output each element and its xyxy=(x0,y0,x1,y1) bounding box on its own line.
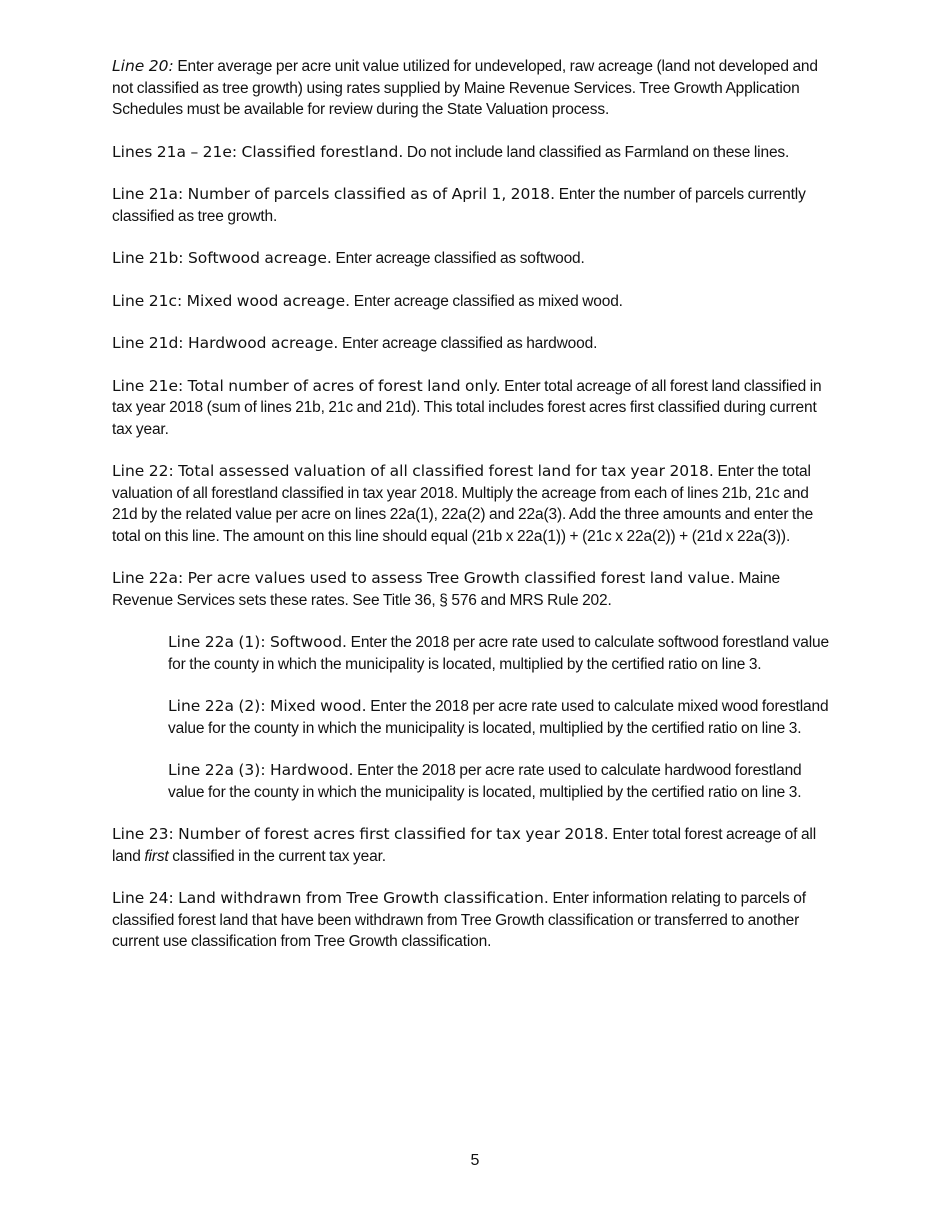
paragraph-line-22 xyxy=(112,461,834,547)
paragraph-heading: Lines 21a – 21e: Classified forestland. xyxy=(112,142,404,161)
paragraph-line-21b xyxy=(112,248,834,270)
paragraph-heading: Line 24: Land withdrawn from Tree Growth classification. xyxy=(112,889,549,907)
paragraph-line-20 xyxy=(112,56,834,121)
paragraph-text: Enter the total valuation of all forestland classified in tax year 2018. Multiply the acreage from each of lines 21b, 21c and 21d by the related value per acre on lines 22a(1), 22a(2) and 22a(3). Add the three amounts and enter the total on this line. The amount on this line should equal (21b x 22a(1)) + (21c x 22a(2)) + (21d x 22a(3)). xyxy=(112,463,814,545)
paragraph-text: classified in the current tax year. xyxy=(168,847,386,865)
paragraph-heading: Line 22a (3): Hardwood. xyxy=(168,761,354,779)
paragraph-heading: Line 21c: Mixed wood acreage. xyxy=(112,291,351,310)
document-page xyxy=(112,56,834,974)
paragraph-heading: Line 23: Number of forest acres first classified for tax year 2018. xyxy=(112,825,609,843)
paragraph-line-21a xyxy=(112,184,834,227)
paragraph-text: Enter the 2018 per acre rate used to calculate softwood forestland value for the county in which the municipality is located, multiplied by the certified ratio on line 3. xyxy=(168,634,829,673)
emphasis-text: first xyxy=(144,847,169,865)
paragraph-line-22a xyxy=(112,568,834,611)
paragraph-text: Enter acreage classified as hardwood. xyxy=(338,335,598,352)
paragraph-heading: Line 21b: Softwood acreage. xyxy=(112,249,332,267)
paragraph-line-23 xyxy=(112,824,834,867)
paragraph-text: Enter the 2018 per acre rate used to calculate hardwood forestland value for the county in which the municipality is located, multiplied by the certified ratio on line 3. xyxy=(168,762,802,801)
paragraph-text: Enter acreage classified as softwood. xyxy=(331,250,585,267)
paragraph-text: Enter the 2018 per acre rate used to calculate mixed wood forestland value for the county in which the municipality is located, multiplied by the certified ratio on line 3. xyxy=(168,698,829,737)
sub-paragraph-line-22a-2 xyxy=(168,696,834,739)
paragraph-text: Do not include land classified as Farmland on these lines. xyxy=(403,143,790,161)
paragraph-text: Enter average per acre unit value utilized for undeveloped, raw acreage (land not developed and not classified as tree growth) using rates supplied by Maine Revenue Services. Tree Growth Application Schedules must be available for review during the State Valuation process. xyxy=(112,58,818,118)
paragraph-heading: Line 21d: Hardwood acreage. xyxy=(112,334,339,352)
page-number: 5 xyxy=(470,1152,480,1169)
sub-paragraph-line-22a-3 xyxy=(168,760,834,803)
paragraph-text: Maine Revenue Services sets these rates. See Title 36, § 576 and MRS Rule 202. xyxy=(112,570,781,609)
paragraph-heading: Line 20: xyxy=(112,57,174,75)
paragraph-heading: Line 21e: Total number of acres of forest land only. xyxy=(112,376,501,395)
paragraph-text: Enter information relating to parcels of classified forest land that have been withdrawn from Tree Growth classification or transferred to another current use classification from Tree Growth classification. xyxy=(112,890,806,950)
paragraph-heading: Line 21a: Number of parcels classified as of April 1, 2018. xyxy=(112,185,556,203)
paragraph-heading: Line 22a (2): Mixed wood. xyxy=(168,697,367,715)
paragraph-text: Enter the number of parcels currently classified as tree growth. xyxy=(112,186,806,225)
paragraph-text: Enter total acreage of all forest land classified in tax year 2018 (sum of lines 21b, 21c and 21d). This total includes forest acres first classified during current tax year. xyxy=(112,377,822,438)
paragraph-line-21e xyxy=(112,376,834,441)
paragraph-text: Enter total forest acreage of all land xyxy=(112,826,816,865)
paragraph-heading: Line 22: Total assessed valuation of all classified forest land for tax year 2018. xyxy=(112,462,714,480)
paragraph-line-21d xyxy=(112,333,834,355)
paragraph-lines-21a-21e xyxy=(112,142,834,164)
paragraph-text: Enter acreage classified as mixed wood. xyxy=(350,292,623,310)
paragraph-heading: Line 22a: Per acre values used to assess Tree Growth classified forest land value. xyxy=(112,569,735,587)
paragraph-line-24 xyxy=(112,888,834,953)
sub-paragraph-line-22a-1 xyxy=(168,632,834,675)
paragraph-line-21c xyxy=(112,291,834,313)
paragraph-heading: Line 22a (1): Softwood. xyxy=(168,633,347,651)
